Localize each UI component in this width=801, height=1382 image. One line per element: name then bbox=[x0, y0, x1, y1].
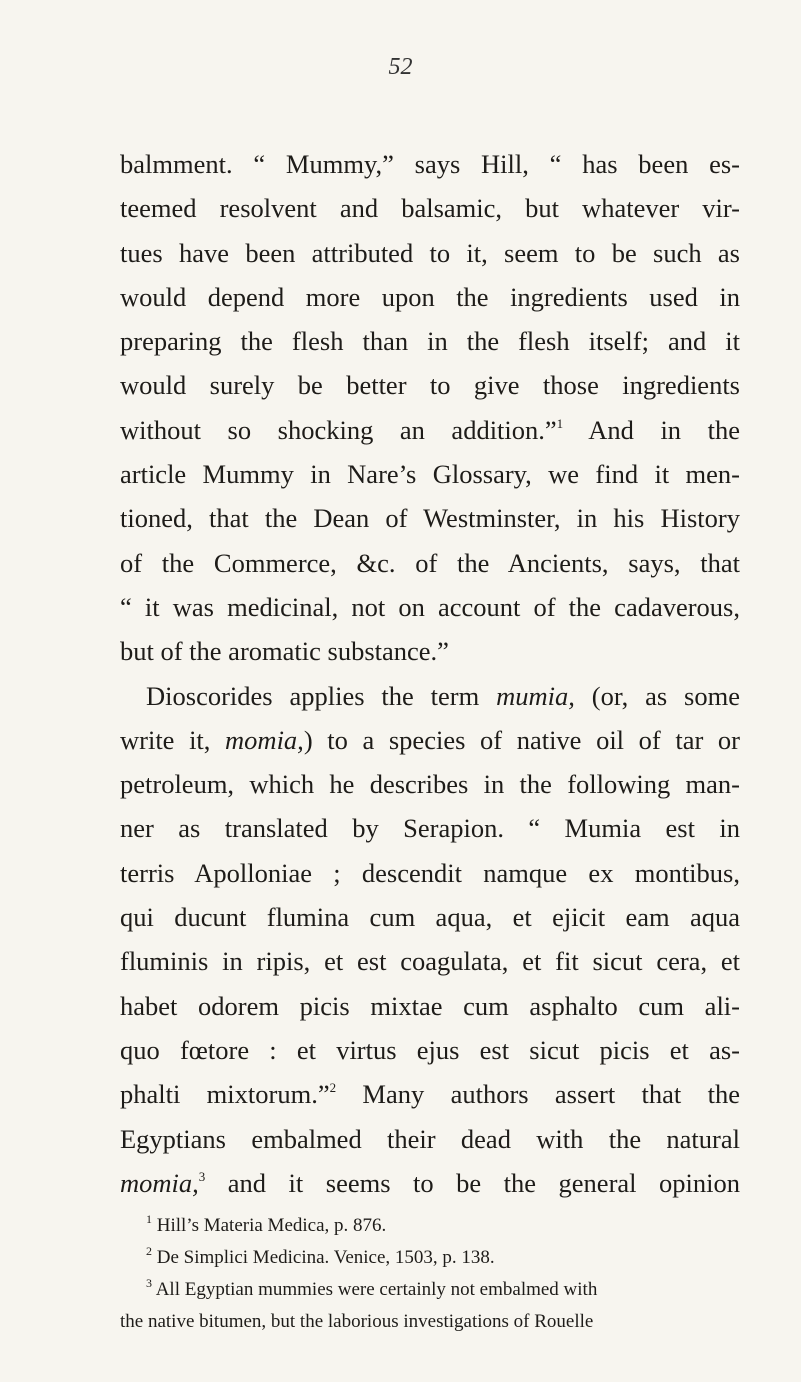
body-text bbox=[120, 142, 740, 1205]
footnote bbox=[120, 1274, 740, 1306]
italic-term: mumia, bbox=[496, 680, 575, 711]
text-line: habet odorem picis mixtae cum asphalto cum ali- bbox=[120, 990, 740, 1021]
text-line bbox=[120, 674, 740, 718]
footnote-text: Hill’s Materia Medica, p. 876. bbox=[152, 1215, 387, 1236]
footnote bbox=[120, 1242, 740, 1274]
text-line: “ it was medicinal, not on account of the cadaverous, bbox=[120, 591, 740, 622]
text-segment: Many authors assert that the bbox=[336, 1079, 740, 1110]
text-line: tioned, that the Dean of Westminster, in his History bbox=[120, 503, 740, 534]
footnotes bbox=[120, 1210, 740, 1338]
text-line bbox=[120, 408, 740, 452]
text-line: preparing the flesh than in the flesh itself; and it bbox=[120, 326, 740, 357]
page-number: 52 bbox=[388, 54, 413, 80]
text-line: petroleum, which he describes in the following man- bbox=[120, 769, 740, 800]
text-line: would depend more upon the ingredients used in bbox=[120, 281, 740, 312]
footnote-text: All Egyptian mummies were certainly not embalmed with bbox=[152, 1279, 598, 1300]
text-line: tues have been attributed to it, seem to be such as bbox=[120, 237, 740, 268]
text-segment: write it, bbox=[120, 724, 226, 755]
text-segment: without so shocking an addition.” bbox=[120, 414, 557, 445]
text-line: ner as translated by Serapion. “ Mumia est in bbox=[120, 813, 740, 844]
text-segment: ) to a species of native oil of tar or bbox=[303, 724, 740, 755]
text-line: quo fœtore : et virtus ejus est sicut picis et as- bbox=[120, 1034, 740, 1065]
footnote-mark: 2 bbox=[146, 1244, 152, 1258]
text-segment: phalti mixtorum.” bbox=[120, 1079, 330, 1110]
footnote bbox=[120, 1210, 740, 1242]
text-line: but of the aromatic substance.” bbox=[120, 636, 449, 667]
text-line: article Mummy in Nare’s Glossary, we find it men- bbox=[120, 459, 740, 490]
footnote-continuation: the native bitumen, but the laborious investigations of Rouelle bbox=[120, 1311, 594, 1332]
footnote-reference: 3 bbox=[198, 1168, 206, 1184]
text-line bbox=[120, 1161, 740, 1205]
text-segment: and it seems to be the general opinion bbox=[205, 1167, 740, 1198]
italic-term: momia, bbox=[120, 1167, 199, 1198]
text-line bbox=[120, 718, 740, 762]
text-line: teemed resolvent and balsamic, but whatever vir- bbox=[120, 193, 740, 224]
text-line: terris Apolloniae ; descendit namque ex montibus, bbox=[120, 857, 740, 888]
text-line: would surely be better to give those ingredients bbox=[120, 370, 740, 401]
italic-term: momia, bbox=[225, 724, 304, 755]
text-line: of the Commerce, &c. of the Ancients, says, that bbox=[120, 547, 740, 578]
footnote-reference: 1 bbox=[556, 415, 564, 431]
text-line: qui ducunt flumina cum aqua, et ejicit eam aqua bbox=[120, 902, 740, 933]
text-line: balmment. “ Mummy,” says Hill, “ has been es- bbox=[120, 149, 740, 179]
text-segment: And in the bbox=[563, 414, 740, 445]
footnote-reference: 2 bbox=[329, 1080, 337, 1096]
text-line: Egyptians embalmed their dead with the natural bbox=[120, 1123, 740, 1154]
footnote-mark: 3 bbox=[146, 1276, 152, 1290]
text-segment: Dioscorides applies the term bbox=[146, 680, 497, 711]
text-segment: (or, as some bbox=[574, 680, 740, 711]
text-line bbox=[120, 1072, 740, 1116]
text-line: fluminis in ripis, et est coagulata, et fit sicut cera, et bbox=[120, 946, 740, 977]
footnote-text: De Simplici Medicina. Venice, 1503, p. 138. bbox=[152, 1247, 495, 1268]
footnote-mark: 1 bbox=[146, 1212, 152, 1226]
